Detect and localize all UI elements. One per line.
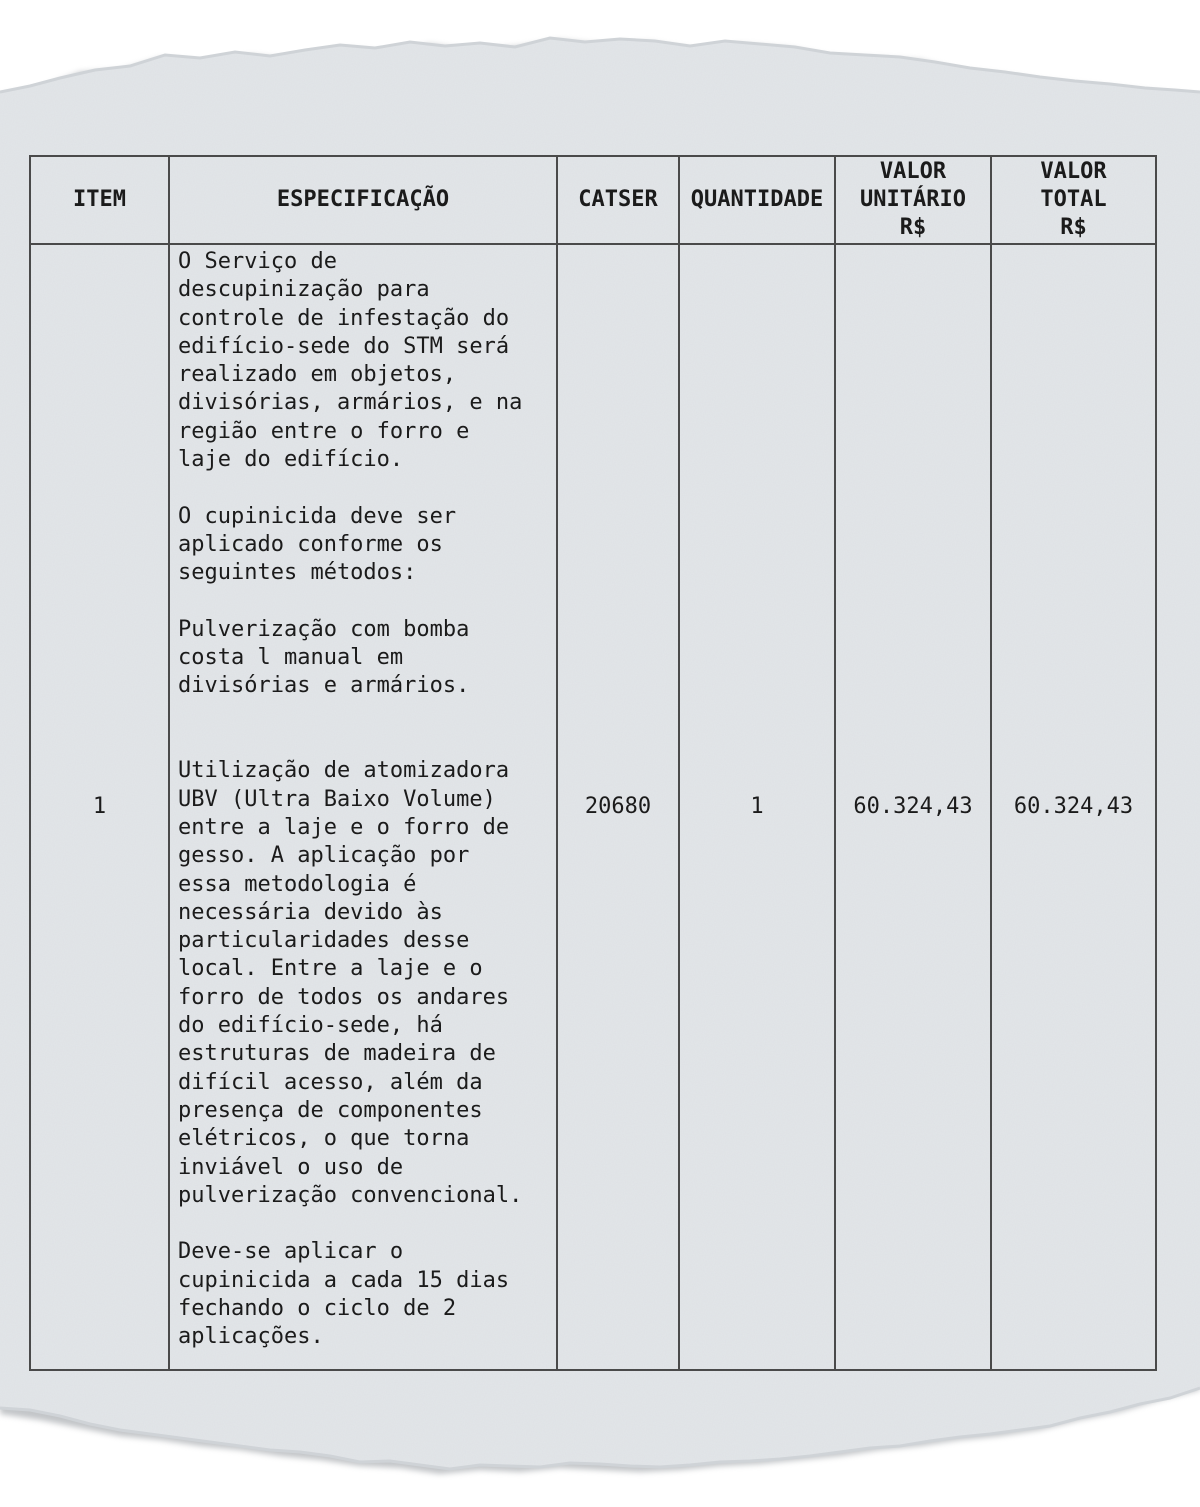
table-row (30, 244, 1156, 1370)
header-item: ITEM (30, 156, 169, 244)
table-header-row (30, 156, 1156, 244)
cell-quantidade: 1 (679, 244, 835, 1370)
cell-valor-total: 60.324,43 (991, 244, 1156, 1370)
cell-catser: 20680 (557, 244, 679, 1370)
header-quantidade: QUANTIDADE (679, 156, 835, 244)
header-catser: CATSER (557, 156, 679, 244)
header-especificacao: ESPECIFICAÇÃO (169, 156, 557, 244)
cell-item: 1 (30, 244, 169, 1370)
cell-valor-unitario: 60.324,43 (835, 244, 991, 1370)
header-valor-unitario: VALOR UNITÁRIO R$ (835, 156, 991, 244)
cell-especificacao: O Serviço de descupinização para controle de infestação do edifício-sede do STM será realizado em objetos, divisórias, armários, e na região entre o forro e laje do edifício. O cupinicida deve ser aplicado conforme os seguintes métodos: Pulverização com bomba costa l manual em divisórias e armários. Utilização de atomizadora UBV (Ultra Baixo Volume) entre a laje e o forro de gesso. A aplicação por essa metodologia é necessária devido às particularidades desse local. Entre a laje e o forro de todos os andares do edifício-sede, há estruturas de madeira de difícil acesso, além da presença de componentes elétricos, o que torna inviável o uso de pulverização convencional. Deve-se aplicar o cupinicida a cada 15 dias fechando o ciclo de 2 aplicações. (169, 244, 557, 1370)
header-valor-total: VALOR TOTAL R$ (991, 156, 1156, 244)
specification-table (29, 155, 1157, 1371)
